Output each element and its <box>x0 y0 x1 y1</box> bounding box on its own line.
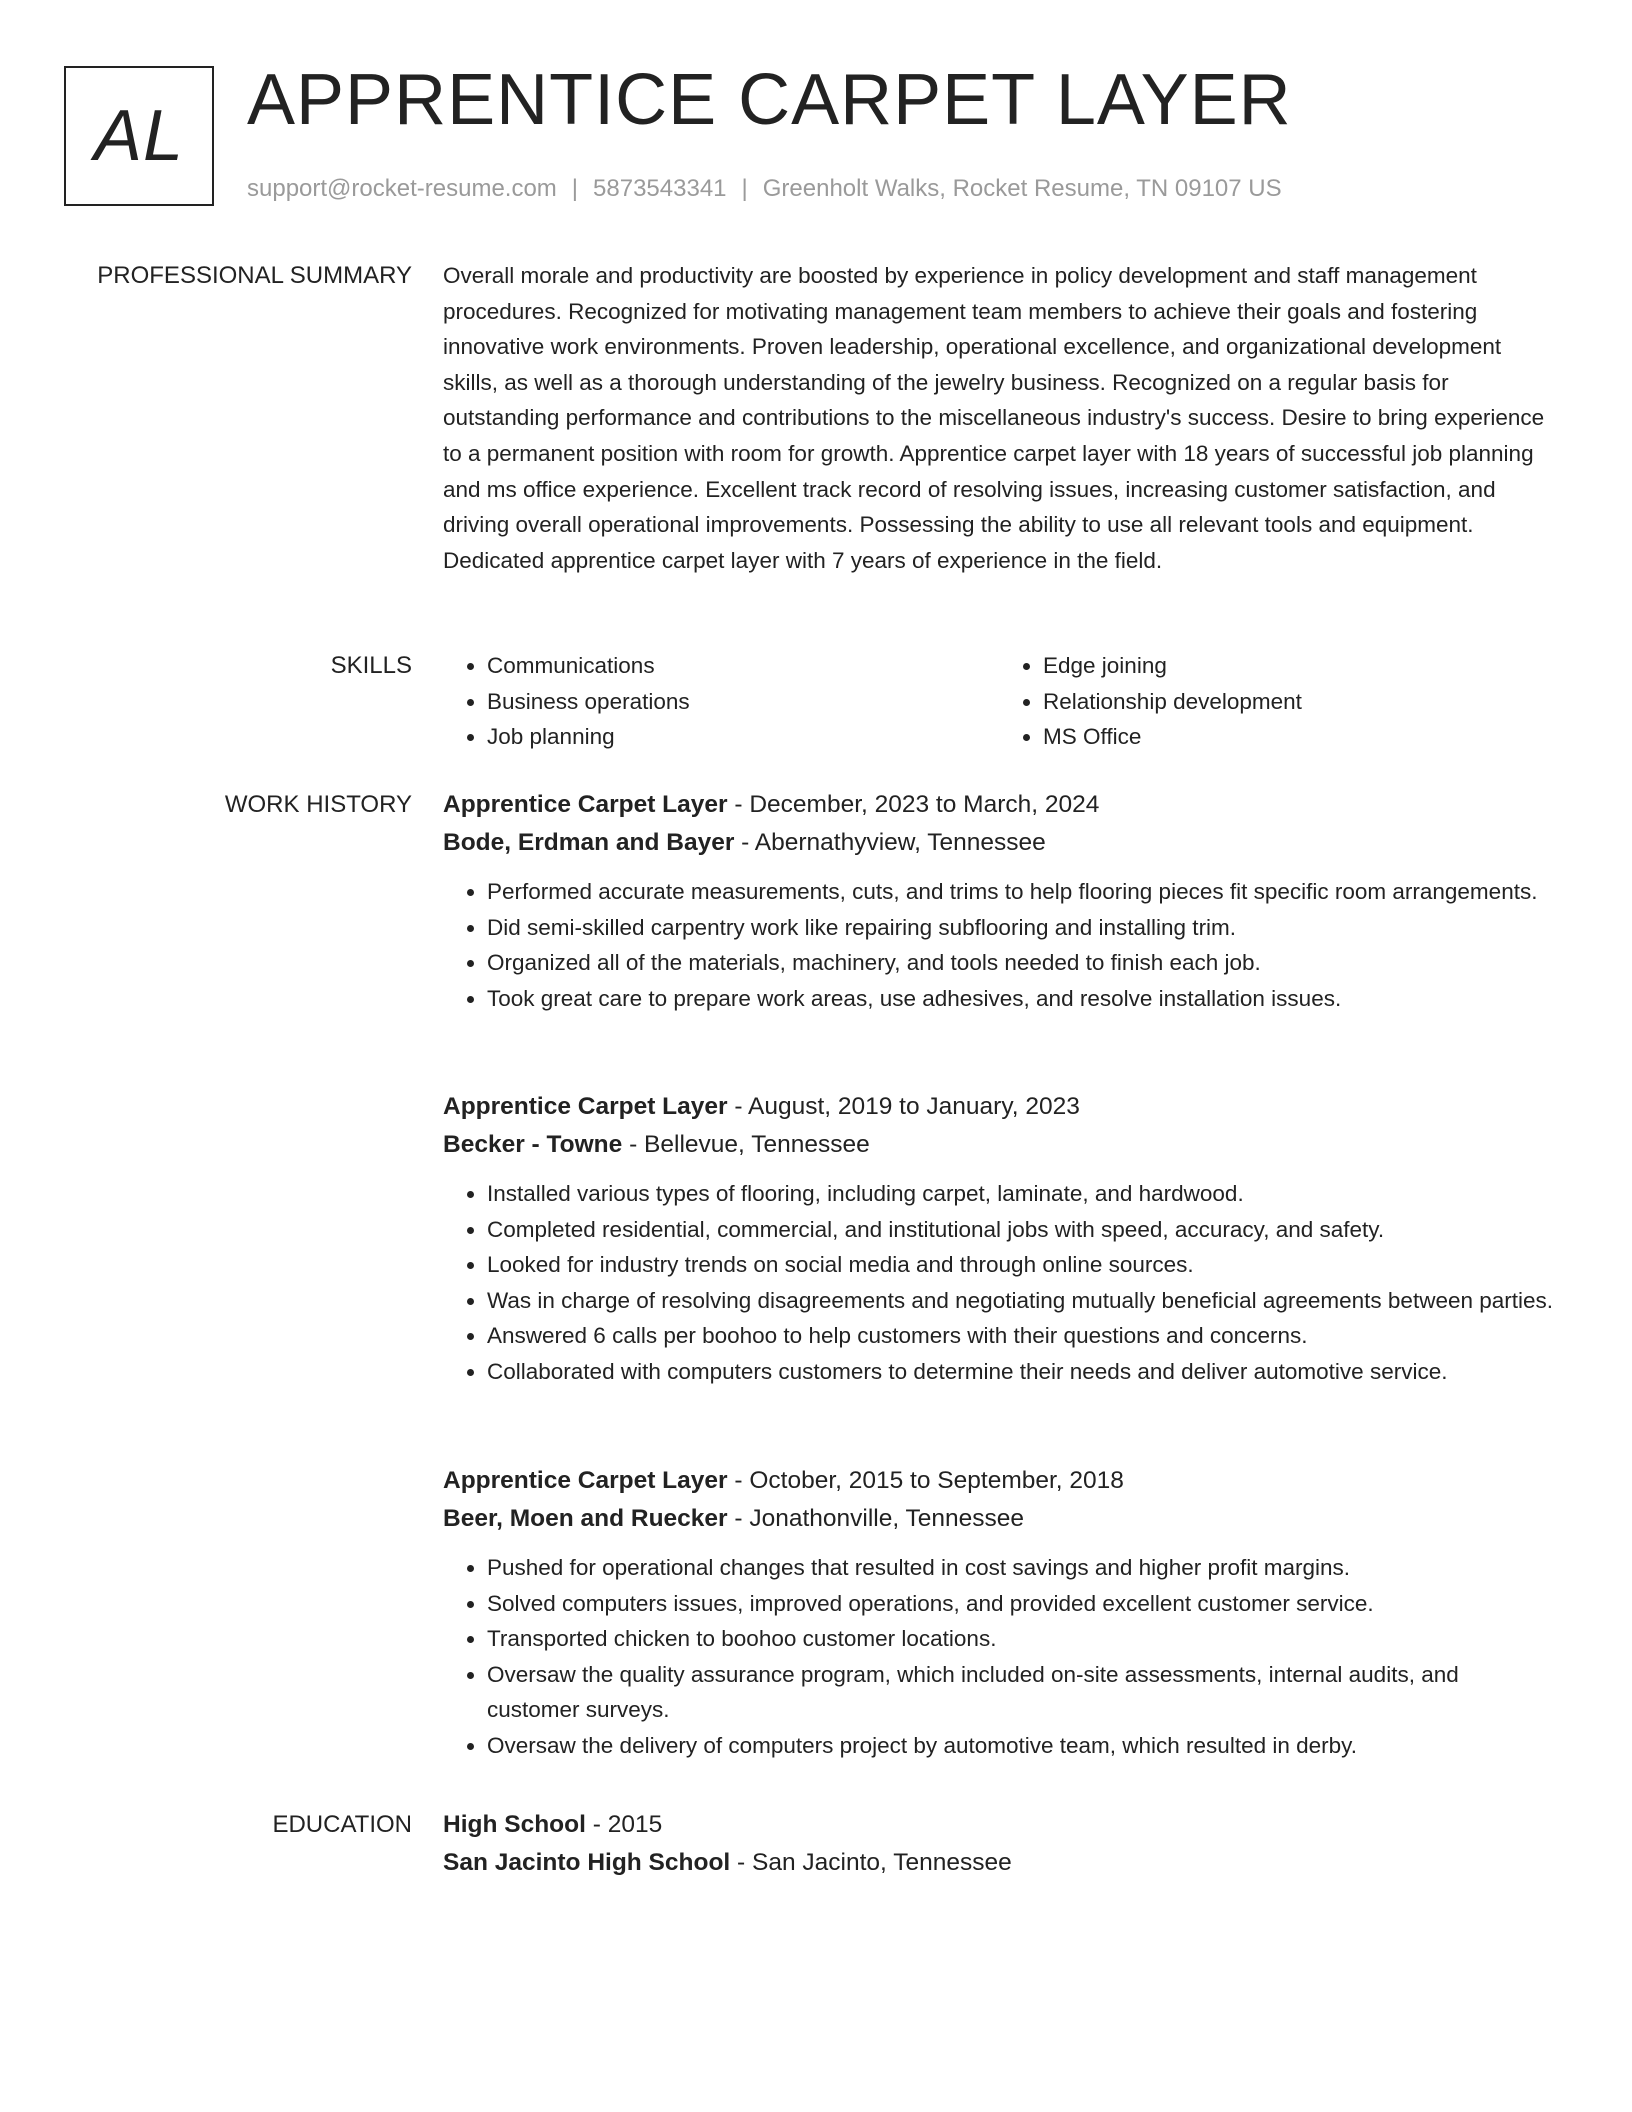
job-bullet: • Answered 6 calls per boohoo to help customers with their questions and concerns. <box>487 1318 1555 1354</box>
job-location: - Jonathonville, Tennessee <box>727 1505 1025 1532</box>
contact-separator: | <box>571 175 579 202</box>
job-dates: - August, 2019 to January, 2023 <box>727 1093 1080 1120</box>
resume-title: APPRENTICE CARPET LAYER <box>247 60 1292 140</box>
summary-text: Overall morale and productivity are boosted by experience in policy development and staff management procedures. Recognized for motivating management team members to achieve their goals and fostering innovative work environments. Proven leadership, operational excellence, and organizational development skills, as well as a thorough understanding of the jewelry business. Recognized on a regular basis for outstanding performance and contributions to the miscellaneous industry's success. Desire to bring experience to a permanent position with room for growth. Apprentice carpet layer with 18 years of successful job planning and ms office experience. Excellent track record of resolving issues, increasing customer satisfaction, and driving overall operational improvements. Possessing the ability to use all relevant tools and equipment. Dedicated apprentice carpet layer with 7 years of experience in the field. <box>443 263 1545 573</box>
job-company: Becker - Towne <box>443 1131 623 1158</box>
contact-line <box>247 172 1282 206</box>
job-bullets <box>443 874 1555 1016</box>
job-title: Apprentice Carpet Layer <box>443 1467 728 1494</box>
job-entry <box>443 1462 1555 1764</box>
contact-email[interactable]: support@rocket-resume.com <box>247 175 557 202</box>
job-title: Apprentice Carpet Layer <box>443 1093 728 1120</box>
skill-item: • Job planning <box>487 719 999 755</box>
monogram-box <box>64 66 214 206</box>
job-bullets <box>443 1176 1555 1390</box>
education-school-line <box>443 1844 1555 1882</box>
education-body <box>443 1806 1555 1882</box>
monogram-initials: AL <box>93 96 185 176</box>
contact-address: Greenholt Walks, Rocket Resume, TN 09107 US <box>762 175 1282 202</box>
job-entry <box>443 786 1555 1016</box>
job-title-line <box>443 786 1555 824</box>
contact-separator: | <box>741 175 748 202</box>
summary-body <box>443 258 1555 578</box>
job-location: - Abernathyview, Tennessee <box>734 829 1046 856</box>
skills-heading: SKILLS <box>330 652 412 679</box>
education-degree-line <box>443 1806 1555 1844</box>
skills-column-right <box>999 648 1555 755</box>
education-degree: High School <box>443 1811 586 1838</box>
contact-phone[interactable]: 5873543341 <box>593 175 727 202</box>
job-bullets <box>443 1550 1555 1764</box>
job-bullet: • Performed accurate measurements, cuts, and trims to help flooring pieces fit specific room arrangements. <box>487 874 1555 910</box>
job-title-line <box>443 1462 1555 1500</box>
job-bullet: • Pushed for operational changes that resulted in cost savings and higher profit margins. <box>487 1550 1555 1586</box>
education-year: - 2015 <box>585 1811 663 1838</box>
job-company-line <box>443 824 1555 862</box>
skills-body <box>443 648 1555 755</box>
job-title-line <box>443 1088 1555 1126</box>
job-company: Beer, Moen and Ruecker <box>443 1505 728 1532</box>
job-bullet: • Completed residential, commercial, and institutional jobs with speed, accuracy, and safety. <box>487 1212 1555 1248</box>
job-bullet: • Installed various types of flooring, including carpet, laminate, and hardwood. <box>487 1176 1555 1212</box>
job-bullet: • Looked for industry trends on social media and through online sources. <box>487 1247 1555 1283</box>
summary-heading: PROFESSIONAL SUMMARY <box>97 262 412 289</box>
education-heading: EDUCATION <box>272 1811 412 1838</box>
education-location: - San Jacinto, Tennessee <box>730 1849 1012 1876</box>
job-bullet: • Did semi-skilled carpentry work like repairing subflooring and installing trim. <box>487 910 1555 946</box>
education-school: San Jacinto High School <box>443 1849 731 1876</box>
skill-item: • MS Office <box>1043 719 1555 755</box>
job-bullet: • Transported chicken to boohoo customer locations. <box>487 1621 1555 1657</box>
job-company-line <box>443 1500 1555 1538</box>
job-bullet: • Took great care to prepare work areas, use adhesives, and resolve installation issues. <box>487 981 1555 1017</box>
job-location: - Bellevue, Tennessee <box>622 1131 870 1158</box>
skill-item: • Relationship development <box>1043 684 1555 720</box>
skills-column-left <box>443 648 999 755</box>
job-title: Apprentice Carpet Layer <box>443 791 728 818</box>
job-bullet: • Was in charge of resolving disagreements and negotiating mutually beneficial agreements between parties. <box>487 1283 1555 1319</box>
skill-item: • Communications <box>487 648 999 684</box>
job-bullet: • Solved computers issues, improved operations, and provided excellent customer service. <box>487 1586 1555 1622</box>
job-company: Bode, Erdman and Bayer <box>443 829 735 856</box>
job-bullet: • Organized all of the materials, machinery, and tools needed to finish each job. <box>487 945 1555 981</box>
job-bullet: • Collaborated with computers customers to determine their needs and deliver automotive service. <box>487 1354 1555 1390</box>
job-company-line <box>443 1126 1555 1164</box>
skill-item: • Edge joining <box>1043 648 1555 684</box>
job-bullet: • Oversaw the quality assurance program, which included on-site assessments, internal audits, and customer surveys. <box>487 1657 1555 1728</box>
skill-item: • Business operations <box>487 684 999 720</box>
job-dates: - December, 2023 to March, 2024 <box>727 791 1100 818</box>
job-bullet: • Oversaw the delivery of computers project by automotive team, which resulted in derby. <box>487 1728 1555 1764</box>
skills-grid <box>443 648 1555 755</box>
job-entry <box>443 1088 1555 1390</box>
job-dates: - October, 2015 to September, 2018 <box>727 1467 1124 1494</box>
work-history-heading: WORK HISTORY <box>224 791 412 818</box>
